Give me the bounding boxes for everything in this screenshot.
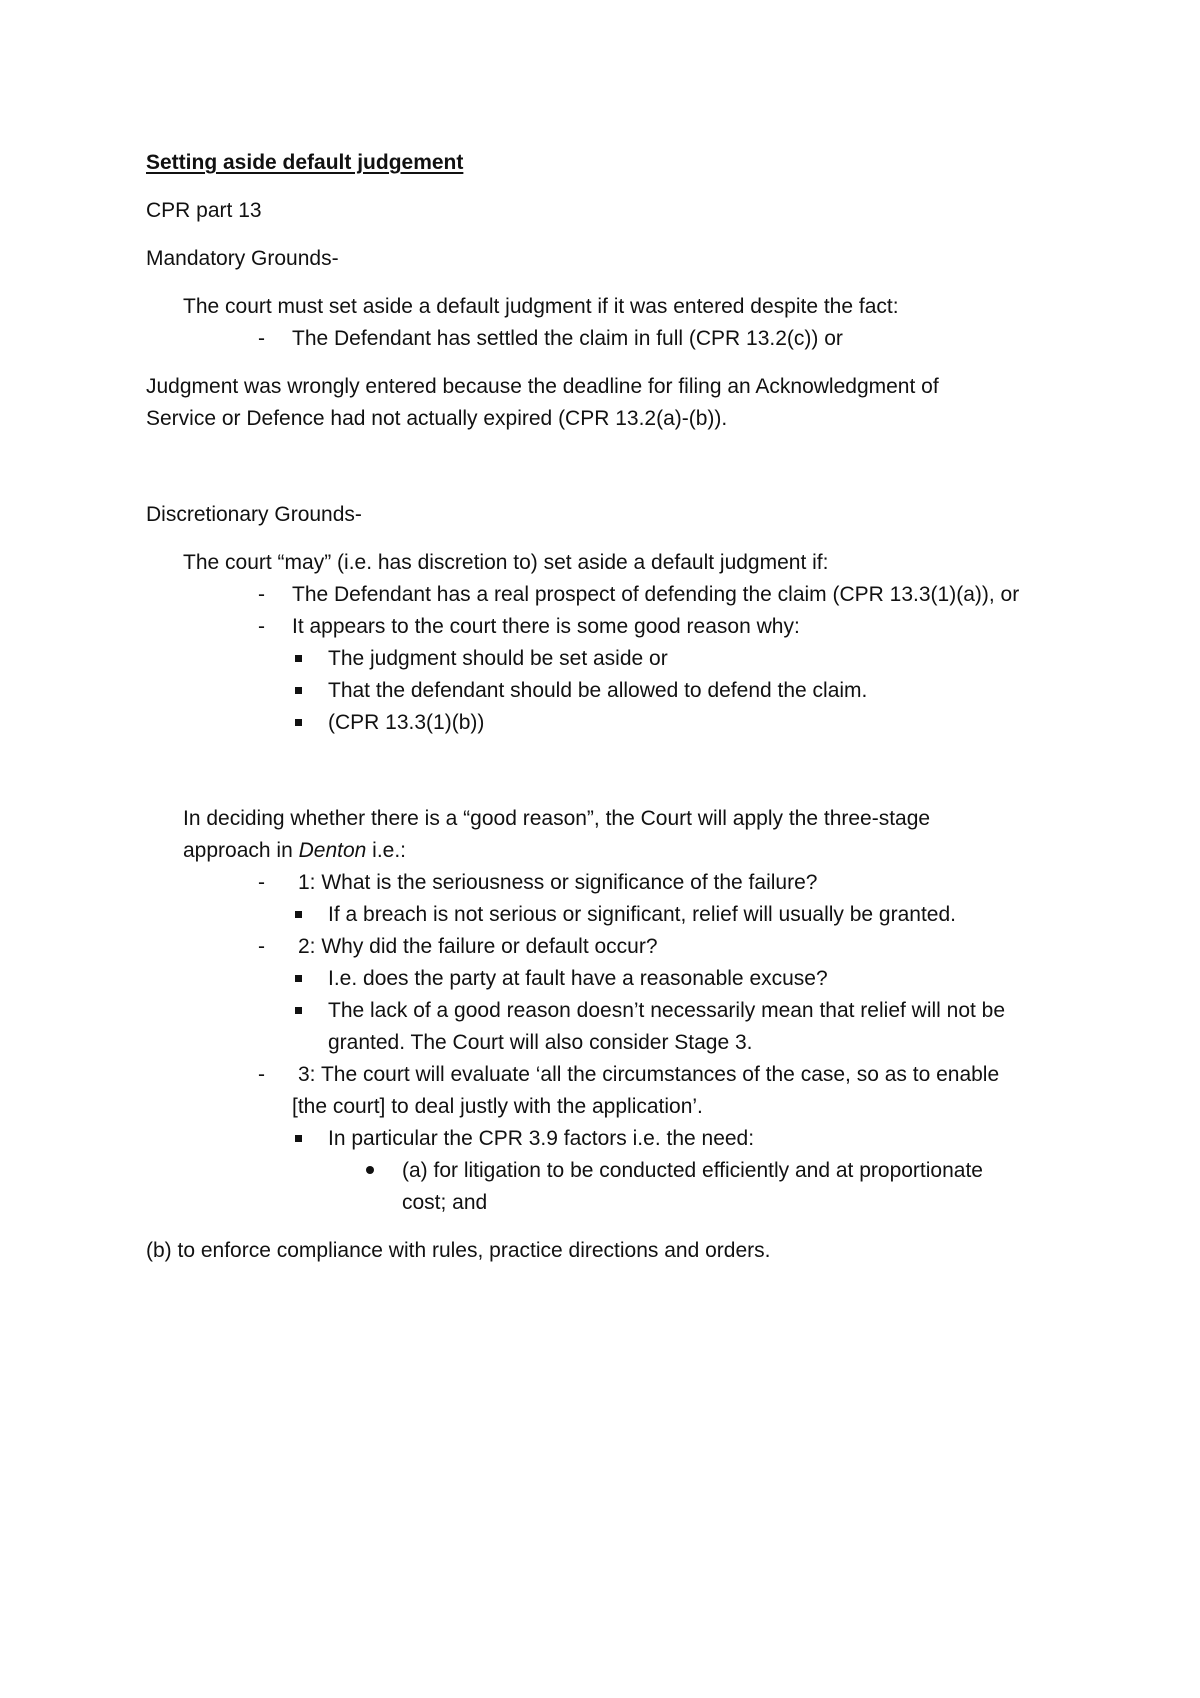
discretionary-bullet-real-prospect: The Defendant has a real prospect of defending the claim (CPR 13.3(1)(a)), or	[292, 583, 1020, 606]
discretionary-sub-set-aside: The judgment should be set aside or	[328, 647, 668, 670]
stage-3-sub: In particular the CPR 3.9 factors i.e. the need:	[328, 1127, 755, 1150]
stage-2-sub-1: I.e. does the party at fault have a reasonable excuse?	[328, 967, 828, 990]
stage-3-line-2: [the court] to deal justly with the application’.	[292, 1095, 703, 1118]
dash-bullet: -	[258, 935, 265, 958]
mandatory-bullet-settled: The Defendant has settled the claim in full (CPR 13.2(c)) or	[292, 327, 843, 350]
mandatory-paragraph-line-1: Judgment was wrongly entered because the deadline for filing an Acknowledgment of	[146, 375, 939, 398]
document-title: Setting aside default judgement	[146, 151, 464, 174]
square-bullet-icon	[295, 1135, 302, 1142]
mandatory-paragraph-line-2: Service or Defence had not actually expired (CPR 13.2(a)-(b)).	[146, 407, 728, 430]
stage-1-sub: If a breach is not serious or significant, relief will usually be granted.	[328, 903, 956, 926]
dash-bullet: -	[258, 327, 265, 350]
discretionary-intro: The court “may” (i.e. has discretion to) set aside a default judgment if:	[183, 551, 829, 574]
denton-case-name: Denton	[298, 839, 367, 862]
dash-bullet: -	[258, 871, 265, 894]
stage-2: 2: Why did the failure or default occur?	[298, 935, 658, 958]
discretionary-sub-defend: That the defendant should be allowed to defend the claim.	[328, 679, 868, 702]
good-reason-line-1: In deciding whether there is a “good reason”, the Court will apply the three-stage	[183, 807, 931, 830]
good-reason-line-2	[183, 838, 406, 864]
discretionary-heading: Discretionary Grounds-	[146, 503, 362, 526]
square-bullet-icon	[295, 911, 302, 918]
dash-bullet: -	[258, 1063, 265, 1086]
square-bullet-icon	[295, 687, 302, 694]
square-bullet-icon	[295, 655, 302, 662]
factor-b: (b) to enforce compliance with rules, practice directions and orders.	[146, 1239, 771, 1262]
cpr-part-label: CPR part 13	[146, 199, 262, 222]
mandatory-heading: Mandatory Grounds-	[146, 247, 339, 270]
stage-2-sub-2-line-2: granted. The Court will also consider Stage 3.	[328, 1031, 753, 1054]
good-reason-line-2-pre: approach in	[183, 839, 299, 862]
dash-bullet: -	[258, 583, 265, 606]
round-bullet-icon	[366, 1166, 374, 1174]
good-reason-line-2-post: i.e.:	[366, 839, 406, 862]
factor-a-line-1: (a) for litigation to be conducted efficiently and at proportionate	[402, 1159, 983, 1182]
factor-a-line-2: cost; and	[402, 1191, 488, 1214]
mandatory-intro: The court must set aside a default judgment if it was entered despite the fact:	[183, 295, 899, 318]
square-bullet-icon	[295, 975, 302, 982]
discretionary-sub-citation: (CPR 13.3(1)(b))	[328, 711, 485, 734]
dash-bullet: -	[258, 615, 265, 638]
stage-1: 1: What is the seriousness or significance of the failure?	[298, 871, 818, 894]
square-bullet-icon	[295, 719, 302, 726]
stage-3-line-1: 3: The court will evaluate ‘all the circumstances of the case, so as to enable	[298, 1063, 1000, 1086]
square-bullet-icon	[295, 1007, 302, 1014]
stage-2-sub-2-line-1: The lack of a good reason doesn’t necessarily mean that relief will not be	[328, 999, 1006, 1022]
discretionary-bullet-good-reason: It appears to the court there is some good reason why:	[292, 615, 800, 638]
